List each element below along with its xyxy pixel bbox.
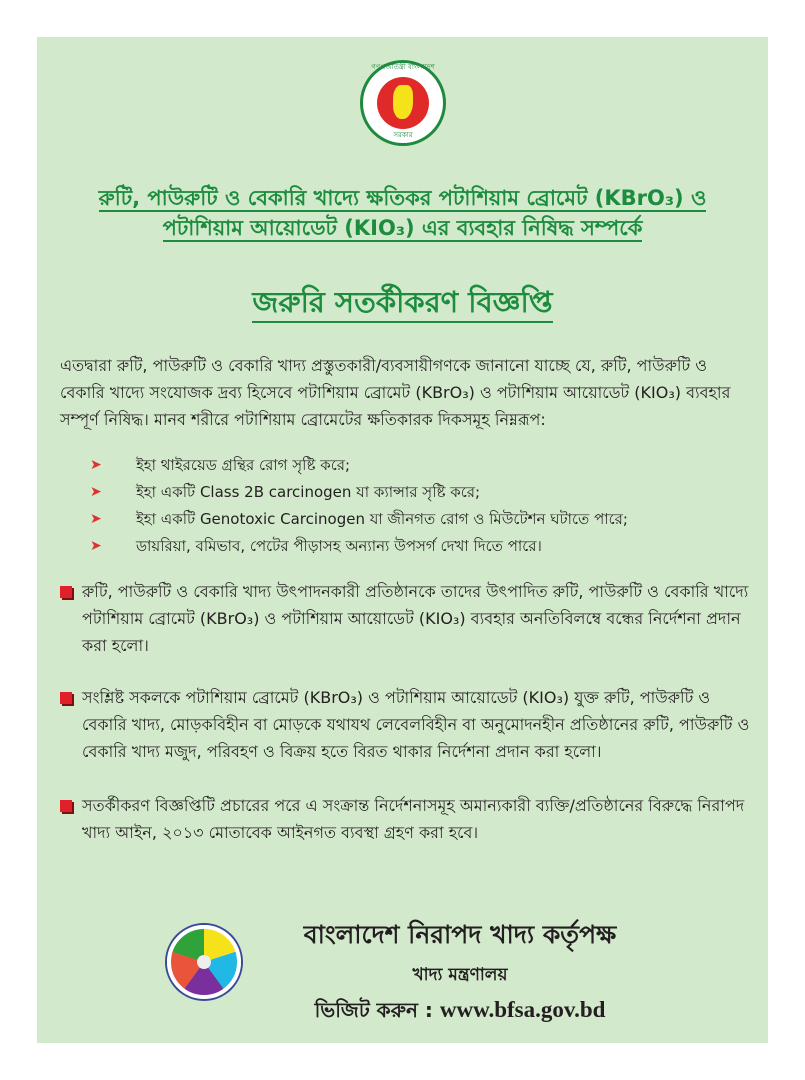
visit-line [250,996,670,1029]
list-item-text: ডায়রিয়া, বমিভাব, পেটের পীড়াসহ অন্যান্য উপসর্গ দেখা দিতে পারে। [136,537,542,555]
bfsa-logo [167,925,241,999]
heading-text: জরুরি সতর্কীকরণ বিজ্ঞপ্তি [252,285,552,323]
directive-text: সতর্কীকরণ বিজ্ঞপ্তিটি প্রচারের পরে এ সংক্রান্ত নির্দেশনাসমূহ অমান্যকারী ব্যক্তি/প্রতিষ্ঠানের বিরুদ্ধে নিরাপদ খাদ্য আইন, ২০১৩ মোতাবেক আইনগত ব্যবস্থা গ্রহণ করা হবে। [82,796,745,842]
directive-text: সংশ্লিষ্ট সকলকে পটাশিয়াম ব্রোমেট (KBrO₃) ও পটাশিয়াম আয়োডেট (KIO₃) যুক্ত রুটি, পাউরুটি ও বেকারি খাদ্য, মোড়কবিহীন বা মোড়কে যথাযথ লেবেলবিহীন বা অনুমোদনহীন প্রতিষ্ঠানের রুটি, পাউরুটি ও বেকারি খাদ্য মজুদ, পরিবহণ ও বিক্রয় হতে বিরত থাকার নির্দেশনা প্রদান করা হলো। [82,688,750,761]
list-item-text: ইহা একটি Genotoxic Carcinogen যা জীনগত রোগ ও মিউটেশন ঘটাতে পারে; [136,510,628,528]
list-item [90,452,750,479]
arrow-bullet-icon: ➤ [90,511,102,527]
arrow-bullet-icon: ➤ [90,484,102,500]
directive-2 [60,684,750,765]
directive-3 [60,792,750,846]
ministry-name: খাদ্য মন্ত্রণালয় [412,965,508,985]
list-item [90,479,750,506]
square-bullet-icon [60,586,72,598]
list-item [90,533,750,560]
directive-1 [60,578,750,659]
emblem-bottom-text: সরকার [393,131,413,139]
notice-title [37,183,768,243]
bangladesh-map-icon [393,85,413,119]
square-bullet-icon [60,800,72,812]
arrow-bullet-icon: ➤ [90,538,102,554]
list-item-text: ইহা একটি Class 2B carcinogen যা ক্যান্সার সৃষ্টি করে; [136,483,481,501]
list-item [90,506,750,533]
website-link[interactable]: www.bfsa.gov.bd [439,997,606,1022]
harms-list [90,452,750,560]
emblem-top-text: গণপ্রজাতন্ত্রী বাংলাদেশ [371,63,435,71]
arrow-bullet-icon: ➤ [90,457,102,473]
title-line-2: পটাশিয়াম আয়োডেট (KIO₃) এর ব্যবহার নিষিদ্ধ সম্পর্কে [162,216,643,240]
footer-organization [250,915,670,1029]
microscope-icon [197,955,211,969]
organization-name: বাংলাদেশ নিরাপদ খাদ্য কর্তৃপক্ষ [303,920,617,949]
directive-text: রুটি, পাউরুটি ও বেকারি খাদ্য উৎপাদনকারী প্রতিষ্ঠানকে তাদের উৎপাদিত রুটি, পাউরুটি ও বেকারি খাদ্যে পটাশিয়াম ব্রোমেট (KBrO₃) ও পটাশিয়াম আয়োডেট (KIO₃) ব্যবহার অনতিবিলম্বে বন্ধের নির্দেশনা প্রদান করা হলো। [82,582,749,655]
notice-heading [37,280,768,329]
intro-paragraph: এতদ্বারা রুটি, পাউরুটি ও বেকারি খাদ্য প্রস্তুতকারী/ব্যবসায়ীগণকে জানানো যাচ্ছে যে, রুটি, পাউরুটি ও বেকারি খাদ্যে সংযোজক দ্রব্য হিসেবে পটাশিয়াম ব্রোমেট (KBrO₃) ও পটাশিয়াম আয়োডেট (KIO₃) ব্যবহার সম্পূর্ণ নিষিদ্ধ। মানব শরীরে পটাশিয়াম ব্রোমেটের ক্ষতিকারক দিকসমূহ নিম্নরূপ: [60,356,731,429]
visit-label: ভিজিট করুন : [314,998,433,1022]
title-line-1: রুটি, পাউরুটি ও বেকারি খাদ্যে ক্ষতিকর পটাশিয়াম ব্রোমেট (KBrO₃) ও [98,186,707,210]
square-bullet-icon [60,692,72,704]
list-item-text: ইহা থাইরয়েড গ্রন্থির রোগ সৃষ্টি করে; [136,456,351,474]
government-emblem-logo [360,60,446,146]
